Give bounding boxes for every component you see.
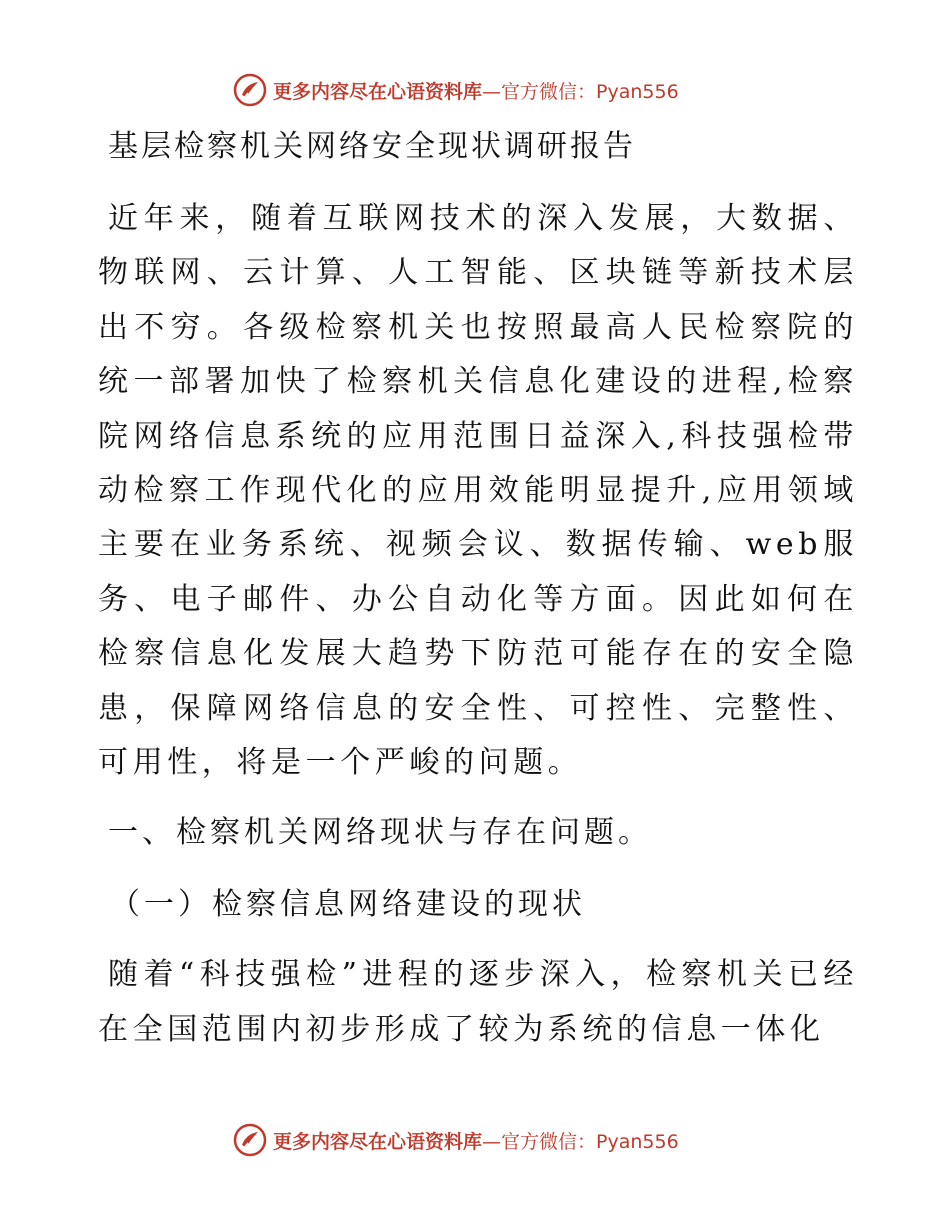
watermark-wechat: —官方微信：Pyan556 bbox=[482, 80, 679, 103]
seal-logo-icon bbox=[233, 73, 267, 107]
watermark-slogan: 更多内容尽在心语资料库 bbox=[273, 80, 483, 103]
section-heading-1: 一、检察机关网络现状与存在问题。 bbox=[108, 815, 652, 851]
watermark-banner-top bbox=[233, 72, 679, 108]
document-body bbox=[98, 122, 858, 1057]
subsection-paragraph-1: 随着“科技强检”进程的逐步深入，检察机关已经在全国范围内初步形成了较为系统的信息一体化 bbox=[98, 957, 858, 1047]
intro-paragraph: 近年来，随着互联网技术的深入发展，大数据、物联网、云计算、人工智能、区块链等新技术层出不穷。各级检察机关也按照最高人民检察院的统一部署加快了检察机关信息化建设的进程,检察院网络信息系统的应用范围日益深入,科技强检带动检察工作现代化的应用效能明显提升,应用领域主要在业务系统、视频会议、数据传输、web服务、电子邮件、办公自动化等方面。因此如何在检察信息化发展大趋势下防范可能存在的安全隐患，保障网络信息的安全性、可控性、完整性、可用性，将是一个严峻的问题。 bbox=[98, 201, 858, 781]
seal-logo-icon bbox=[233, 1123, 267, 1157]
watermark-wechat: —官方微信：Pyan556 bbox=[482, 1130, 679, 1153]
document-title: 基层检察机关网络安全现状调研报告 bbox=[108, 129, 636, 164]
subsection-heading-1: （一）检察信息网络建设的现状 bbox=[110, 887, 586, 923]
watermark-slogan: 更多内容尽在心语资料库 bbox=[273, 1130, 483, 1153]
watermark-banner-bottom bbox=[233, 1122, 679, 1158]
